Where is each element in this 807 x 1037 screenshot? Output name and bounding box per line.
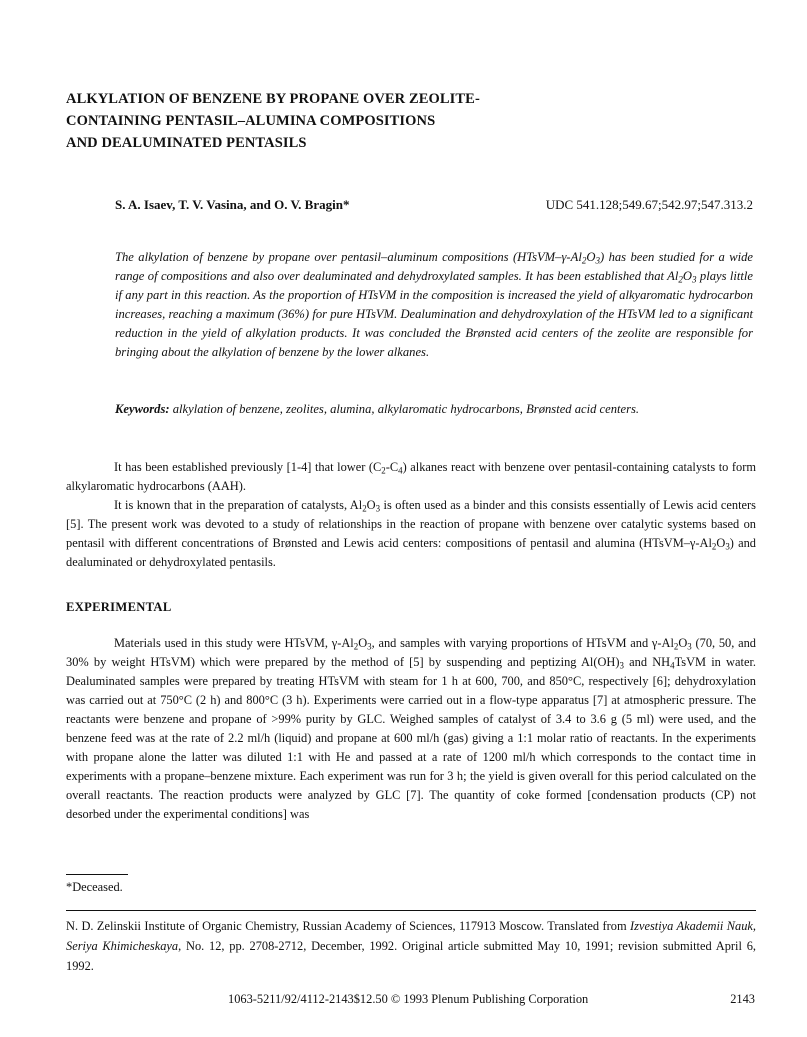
subscript: 3 <box>725 541 730 552</box>
paragraph-text: It has been established previously [1-4] that lower (C <box>114 460 382 474</box>
title-line: CONTAINING PENTASIL–ALUMINA COMPOSITIONS <box>66 113 436 129</box>
affiliation-text: N. D. Zelinskii Institute of Organic Chemistry, Russian Academy of Sciences, 117913 Moscow. Translated from <box>66 919 630 933</box>
title-line: AND DEALUMINATED PENTASILS <box>66 135 307 151</box>
title-line: ALKYLATION OF BENZENE BY PROPANE OVER ZEOLITE- <box>66 91 480 107</box>
paragraph-text: It is known that in the preparation of catalysts, Al <box>114 498 363 512</box>
subscript: 4 <box>398 465 403 476</box>
subscript: 3 <box>687 641 692 652</box>
section-heading-experimental: EXPERIMENTAL <box>66 600 172 614</box>
paragraph-text: is often used as a binder and this consists essentially of Lewis acid centers [5]. The present work was devoted to a study of relationships in the reaction of propane with benzene over catalytic systems based on pentasil with different concentrations of Brønsted and Lewis acid centers: compositions of pentasil and alumina (HTsVM–γ-Al <box>66 498 756 550</box>
subscript: 2 <box>353 641 359 652</box>
intro-paragraph-2 <box>66 496 756 572</box>
abstract-text: O <box>586 250 596 264</box>
subscript: 2 <box>711 541 717 552</box>
paragraph-text: and NH <box>623 655 671 669</box>
journal-name: Izvestiya Akademii Nauk, Seriya Khimicheskaya <box>66 919 756 953</box>
abstract-text: ) has been studied for a wide range of compositions and also over dealuminated and dehydroxylated samples. It has been established that Al <box>115 250 753 283</box>
subscript: 2 <box>381 465 386 476</box>
paragraph-text: , and samples with varying proportions of HTsVM and γ-Al <box>371 636 674 650</box>
paragraph-text: O <box>366 498 376 512</box>
subscript: 3 <box>619 660 624 671</box>
abstract-text: plays little if any part in this reaction. As the proportion of HTsVM in the composition is increased the yield of alkyaromatic hydrocarbon increases, reaching a maximum (36%) for pure HTsVM. Dealumination and dehydroxylation of the HTsVM led to a significant reduction in the yield of alkylation products. It was concluded the Brønsted acid centers of the zeolite are responsible for bringing about the alkylation of benzene by the lower alkanes. <box>115 269 753 359</box>
subscript: 2 <box>581 255 587 266</box>
udc-code: UDC 541.128;549.67;542.97;547.313.2 <box>545 197 753 212</box>
affiliation-divider <box>66 910 756 911</box>
footnote: *Deceased. <box>66 880 123 894</box>
paragraph-text: TsVM in water. Dealuminated samples were prepared by treating HTsVM with steam for 1 h at 600, 700, and 850°C, respectively [6]; dehydroxylation was carried out at 750°C (2 h) and 800°C (3 h). Experiments were carried out in a flow-type apparatus [7] at atmospheric pressure. The reactants were benzene and propane of >99% purity by GLC. Weighed samples of catalyst of 3.4 to 3.6 g (5 ml) were used, and the benzene feed was at the rate of 2.2 ml/h (liquid) and propane at 600 ml/h (gas) giving a 1:1 molar ratio of reactants. In the experiments with propane alone the latter was diluted 1:1 with He and passed at a rate of 1200 ml/h which corresponds to the contact time in experiments with a propane–benzene mixture. Each experiment was run for 3 h; the yield is given overall for this period calculated on the overall reactants. The reaction products were analyzed by GLC [7]. The quantity of coke formed [condensation products (CP) not desorbed under the experimental conditions] was <box>66 655 756 821</box>
paragraph-text: Materials used in this study were HTsVM, γ-Al <box>114 636 354 650</box>
footnote-divider <box>66 874 128 875</box>
intro-paragraph-1 <box>66 458 756 496</box>
page-number: 2143 <box>730 992 755 1006</box>
paragraph-text: O <box>716 536 726 550</box>
keywords <box>115 402 755 417</box>
paragraph-text: O <box>678 636 688 650</box>
paragraph-text: ) and dealuminated or dehydroxylated pentasils. <box>66 536 756 569</box>
paragraph-text: (70, 50, and 30% by weight HTsVM) which were prepared by the method of [5] by suspending and peptizing Al(OH) <box>66 636 756 669</box>
abstract-text: O <box>682 269 692 283</box>
abstract-text: The alkylation of benzene by propane over pentasil–aluminum compositions (HTsVM–γ-Al <box>115 250 582 264</box>
paragraph-text: -C <box>385 460 399 474</box>
affiliation-text: , No. 12, pp. 2708-2712, December, 1992. Original article submitted May 10, 1991; revision submitted April 6, 1992. <box>66 939 756 973</box>
keywords-label: Keywords: <box>115 402 170 416</box>
paragraph-text: O <box>358 636 368 650</box>
paper-title <box>66 88 626 154</box>
subscript: 3 <box>692 274 697 285</box>
subscript: 3 <box>595 255 600 266</box>
paragraph-text: ) alkanes react with benzene over pentasil-containing catalysts to form alkylaromatic hydrocarbons (AAH). <box>66 460 756 493</box>
affiliation-note <box>66 916 756 976</box>
keywords-text: alkylation of benzene, zeolites, alumina, alkylaromatic hydrocarbons, Brønsted acid centers. <box>169 402 640 416</box>
subscript: 4 <box>670 660 675 671</box>
subscript: 3 <box>375 503 381 514</box>
publication-id: 1063-5211/92/4112-2143$12.50 © 1993 Plenum Publishing Corporation <box>228 992 589 1006</box>
experimental-paragraph <box>66 634 756 824</box>
subscript: 3 <box>367 641 372 652</box>
subscript: 2 <box>362 503 367 514</box>
author-list: S. A. Isaev, T. V. Vasina, and O. V. Bragin* <box>115 197 350 212</box>
subscript: 2 <box>678 274 683 285</box>
abstract <box>115 248 753 362</box>
subscript: 2 <box>673 641 679 652</box>
